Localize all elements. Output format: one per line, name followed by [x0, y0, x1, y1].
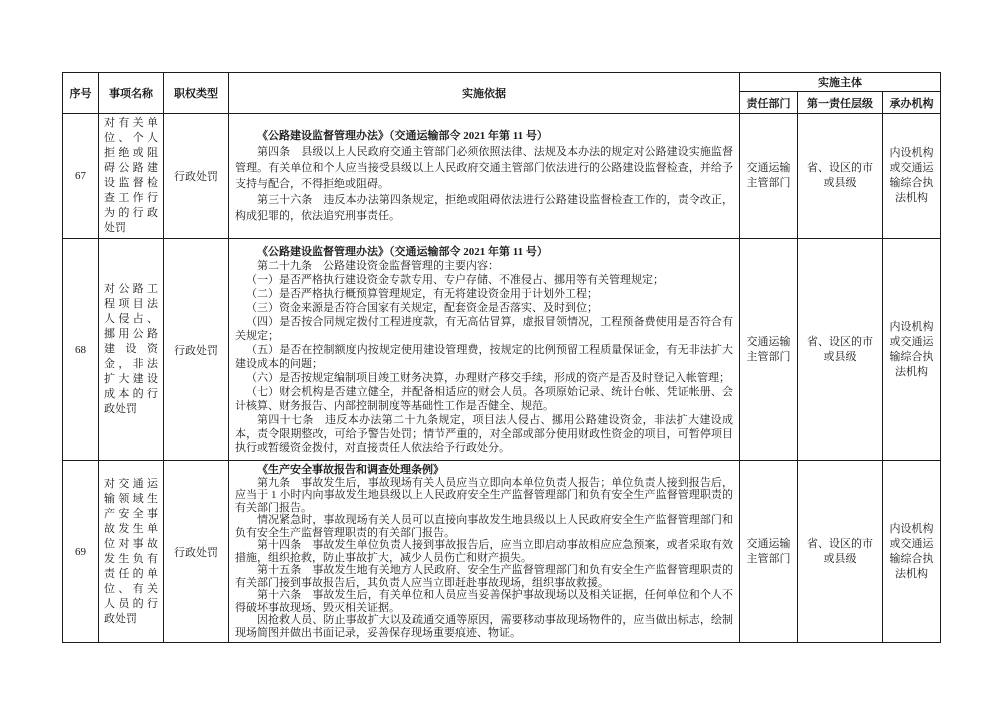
- header-col-agency: 承办机构: [883, 92, 941, 114]
- implementation-basis: [229, 461, 740, 643]
- header-row-top: [63, 73, 941, 92]
- undertaking-agency: 内设机构或交通运输综合执法机构: [883, 461, 941, 643]
- header-col-subject: 实施主体: [740, 73, 941, 92]
- basis-paragraph: （四）是否按合同规定拨付工程进度款，有无高估冒算，虚报冒领情况，工程预备费使用是否符合有关规定；: [235, 315, 733, 342]
- basis-paragraph: （三）资金来源是否符合国家有关规定，配套资金是否落实、及时到位；: [246, 301, 598, 314]
- responsible-department: 交通运输主管部门: [740, 461, 798, 643]
- undertaking-agency: 内设机构或交通运输综合执法机构: [883, 239, 941, 461]
- first-responsibility-level: 省、设区的市或县级: [798, 461, 883, 643]
- first-responsibility-level: 省、设区的市或县级: [798, 239, 883, 461]
- basis-paragraph: 情况紧急时，事故现场有关人员可以直接向事故发生地县级以上人民政府安全生产监督管理部门和负有安全生产监督管理职责的有关部门报告。: [235, 514, 733, 539]
- item-name: 对有关单位、个人拒绝或阻碍公路建设监督检查工作行为的行政处罚: [99, 114, 164, 239]
- authority-type: 行政处罚: [164, 461, 229, 643]
- table-row-67: [63, 114, 941, 239]
- header-col-level: 第一责任层级: [798, 92, 883, 114]
- basis-paragraph: 第三十六条 违反本办法第四条规定，拒绝或阻碍依法进行公路建设监督检查工作的，责令改正，构成犯罪的，依法追究刑事责任。: [235, 194, 733, 222]
- implementation-basis: [229, 114, 740, 239]
- row-number: 68: [63, 239, 99, 461]
- header-col-dept: 责任部门: [740, 92, 798, 114]
- header-col-basis: 实施依据: [229, 73, 740, 114]
- basis-paragraph: 因抢救人员、防止事故扩大以及疏通交通等原因，需要移动事故现场物件的，应当做出标志，绘制现场简图并做出书面记录，妥善保存现场重要痕迹、物证。: [235, 614, 733, 639]
- basis-law-title: 《公路建设监督管理办法》（交通运输部令 2021 年第 11 号）: [257, 245, 548, 258]
- basis-law-title: 《生产安全事故报告和调查处理条例》: [257, 464, 444, 476]
- undertaking-agency: 内设机构或交通运输综合执法机构: [883, 114, 941, 239]
- basis-paragraph: 第十五条 事故发生地有关地方人民政府、安全生产监督管理部门和负有安全生产监督管理职责的有关部门接到事故报告后，其负责人应当立即赶赴事故现场，组织事故救援。: [235, 564, 733, 589]
- basis-paragraph: 第四条 县级以上人民政府交通主管部门必须依照法律、法规及本办法的规定对公路建设实施监督管理。有关单位和个人应当接受县级以上人民政府交通主管部门依法进行的公路建设监督检查，并给予支持与配合，不得拒绝或阻碍。: [235, 146, 733, 190]
- authority-items-table: [62, 72, 941, 643]
- basis-paragraph: （五）是否在控制额度内按规定使用建设管理费，按规定的比例预留工程质量保证金，有无非法扩大建设成本的问题；: [235, 343, 733, 370]
- first-responsibility-level: 省、设区的市或县级: [798, 114, 883, 239]
- responsible-department: 交通运输主管部门: [740, 114, 798, 239]
- header-col-no: 序号: [63, 73, 99, 114]
- table-row-68: [63, 239, 941, 461]
- row-number: 69: [63, 461, 99, 643]
- header-col-item: 事项名称: [99, 73, 164, 114]
- implementation-basis: [229, 239, 740, 461]
- basis-paragraph: 第九条 事故发生后，事故现场有关人员应当立即向本单位负责人报告；单位负责人接到报告后，应当于 1 小时内向事故发生地县级以上人民政府安全生产监督管理部门和负有安全生产监督管理职责的有关部门报告。: [235, 476, 733, 514]
- item-name: 对交通运输领域生产安全事故发生单位对事故发生负有责任的单位、有关人员的行政处罚: [99, 461, 164, 643]
- basis-paragraph: 第二十九条 公路建设资金监督管理的主要内容：: [257, 259, 499, 272]
- basis-paragraph: （七）财会机构是否建立健全，并配备相适应的财会人员。各项原始记录、统计台帐、凭证帐册、会计核算、财务报告、内部控制制度等基础性工作是否健全、规范。: [235, 385, 733, 412]
- basis-paragraph: （一）是否严格执行建设资金专款专用、专户存储、不准侵占、挪用等有关管理规定；: [246, 273, 664, 286]
- header-col-type: 职权类型: [164, 73, 229, 114]
- basis-paragraph: 第四十七条 违反本办法第二十九条规定，项目法人侵占、挪用公路建设资金，非法扩大建设成本，责令限期整改，可给予警告处罚；情节严重的，对全部或部分使用财政性资金的项目，可暂停项目执行或暂缓资金拨付，对直接责任人依法给予行政处分。: [235, 413, 733, 454]
- basis-paragraph: （二）是否严格执行概预算管理规定，有无将建设资金用于计划外工程；: [246, 287, 598, 300]
- item-name: 对公路工程项目法人侵占、挪用公路建设资金，非法扩大建设成本的行政处罚: [99, 239, 164, 461]
- basis-paragraph: 第十四条 事故发生单位负责人接到事故报告后，应当立即启动事故相应应急预案，或者采取有效措施，组织抢救，防止事故扩大，减少人员伤亡和财产损失。: [235, 539, 733, 564]
- basis-law-title: 《公路建设监督管理办法》（交通运输部令 2021 年第 11 号）: [257, 130, 548, 142]
- row-number: 67: [63, 114, 99, 239]
- authority-type: 行政处罚: [164, 114, 229, 239]
- table-row-69: [63, 461, 941, 643]
- authority-type: 行政处罚: [164, 239, 229, 461]
- basis-paragraph: 第十六条 事故发生后，有关单位和人员应当妥善保护事故现场以及相关证据，任何单位和个人不得破坏事故现场、毁灭相关证据。: [235, 589, 733, 614]
- basis-paragraph: （六）是否按规定编制项目竣工财务决算，办理财产移交手续，形成的资产是否及时登记入帐管理；: [246, 371, 730, 384]
- responsible-department: 交通运输主管部门: [740, 239, 798, 461]
